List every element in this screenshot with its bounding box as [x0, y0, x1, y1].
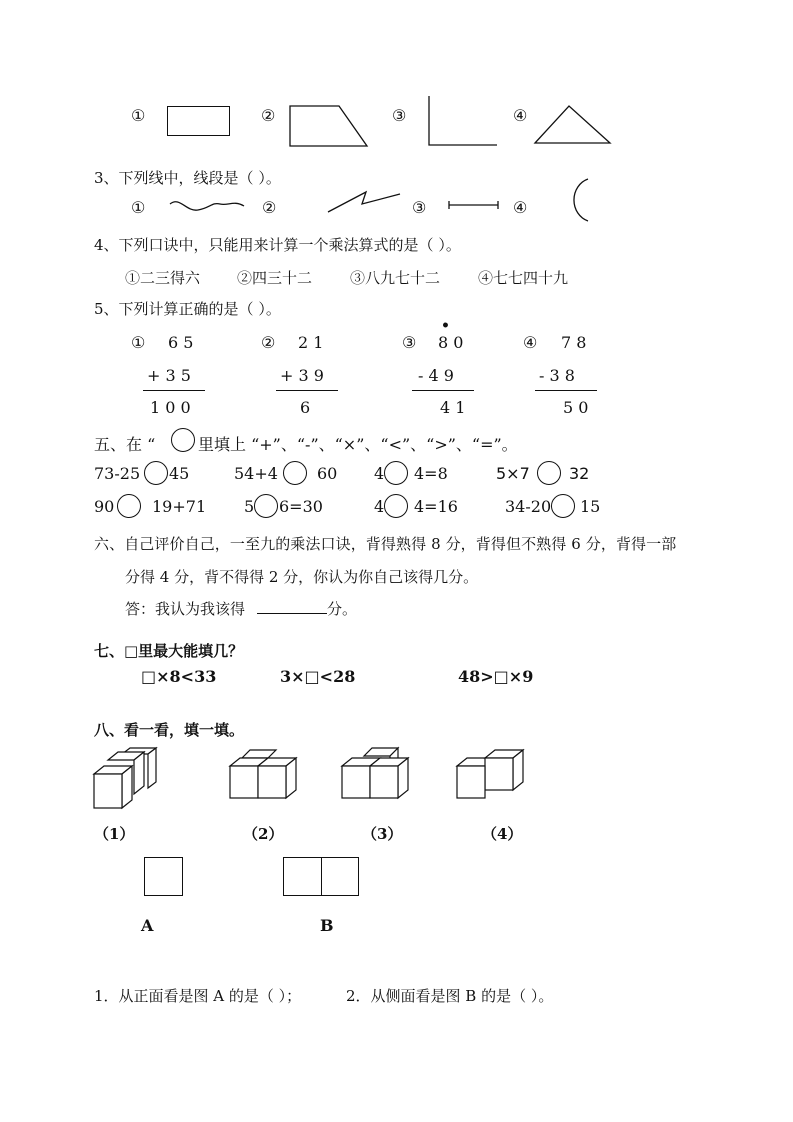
q5-rule-2: [276, 390, 338, 391]
view-label-b: B: [320, 916, 334, 935]
section5-title-pre: 五、在 “: [94, 435, 156, 454]
q5-operand-1: + 3 5: [147, 366, 191, 385]
q3-question: 3、下列线中，线段是（ ）。: [94, 169, 281, 187]
trapezoid-icon: [289, 104, 369, 148]
figure-label-3: （3）: [362, 825, 403, 843]
q5-rule-3: [412, 390, 474, 391]
answer-circle[interactable]: [254, 494, 278, 518]
borrow-dot-icon: •: [441, 318, 450, 334]
s5-r1-b1: 54+4: [234, 464, 278, 483]
s5-r2-a1: 90: [94, 497, 115, 516]
s5-r1-d1: 5×7: [496, 464, 530, 483]
cube-stack-figure-1: [92, 746, 158, 812]
q4-option-3: ③八九七十二: [350, 269, 441, 287]
figure-label-2: （2）: [243, 825, 284, 843]
answer-circle[interactable]: [384, 461, 408, 485]
figure-label-1: （1）: [94, 825, 135, 843]
s5-r2-b1: 5: [244, 497, 255, 516]
q4-question: 4、下列口诀中，只能用来计算一个乘法算式的是（ ）。: [94, 236, 461, 254]
line-segment-icon: [447, 198, 501, 212]
section7-item-3: 48>□×9: [458, 667, 534, 686]
q3-label-3: ③: [412, 198, 427, 217]
q5-top-1: 6 5: [168, 333, 194, 352]
q4-option-1: ①二三得六: [125, 269, 201, 287]
view-b-divider: [321, 857, 322, 896]
section6-answer-post: 分。: [327, 600, 358, 618]
cube-stack-figure-2: [228, 746, 304, 804]
answer-circle: [171, 428, 195, 452]
s5-r1-a1: 73-25: [94, 464, 141, 483]
q3-label-1: ①: [131, 198, 146, 217]
s5-r2-a2: 19+71: [152, 497, 207, 516]
q5-question: 5、下列计算正确的是（ ）。: [94, 300, 281, 318]
q5-top-2: 2 1: [298, 333, 324, 352]
s5-r1-a2: 45: [169, 464, 190, 483]
s5-r1-c1: 4: [374, 464, 385, 483]
view-a-square: [144, 857, 183, 896]
cube-stack-figure-4: [455, 746, 535, 804]
q2-label-2: ②: [261, 106, 276, 125]
q5-rule-1: [143, 390, 205, 391]
q5-result-4: 5 0: [563, 398, 589, 417]
triangle-icon: [533, 104, 613, 146]
figure-label-4: （4）: [482, 825, 523, 843]
s5-r1-d2: 32: [569, 464, 590, 483]
section5-title-post: 里填上 “+”、“-”、“×”、“<”、“>”、“=”。: [198, 435, 518, 454]
s5-r1-b2: 60: [317, 464, 338, 483]
answer-circle[interactable]: [117, 494, 141, 518]
q5-label-2: ②: [261, 333, 276, 352]
s5-r1-c2: 4=8: [414, 464, 448, 483]
section8-q1: 1．从正面看是图 A 的是（ ）；: [94, 987, 302, 1005]
cube-stack-figure-3: [340, 746, 416, 804]
section6-line1: 六、自己评价自己，一至九的乘法口诀，背得熟得 8 分，背得但不熟得 6 分，背得一部: [94, 535, 677, 553]
s5-r2-c2: 4=16: [414, 497, 458, 516]
broken-line-icon: [326, 190, 402, 216]
answer-circle[interactable]: [384, 494, 408, 518]
section8-title: 八、看一看，填一填。: [94, 721, 245, 739]
rectangle-icon: [167, 106, 230, 136]
section7-item-2: 3×□<28: [280, 667, 356, 686]
q5-label-4: ④: [523, 333, 538, 352]
answer-circle[interactable]: [144, 461, 168, 485]
s5-r2-b2: 6=30: [279, 497, 323, 516]
q3-label-4: ④: [513, 198, 528, 217]
q5-operand-3: - 4 9: [418, 366, 454, 385]
section7-title: 七、□里最大能填几？: [94, 642, 244, 660]
q5-result-3: 4 1: [440, 398, 466, 417]
s5-r2-c1: 4: [374, 497, 385, 516]
answer-blank[interactable]: [257, 613, 327, 614]
s5-r2-d1: 34-20: [505, 497, 552, 516]
q5-top-4: 7 8: [561, 333, 587, 352]
answer-circle[interactable]: [283, 461, 307, 485]
q5-operand-4: - 3 8: [539, 366, 575, 385]
q2-label-4: ④: [513, 106, 528, 125]
right-angle-icon: [427, 96, 499, 148]
q5-result-2: 6: [300, 398, 311, 417]
section6-answer-pre: 答：我认为我该得: [125, 600, 246, 618]
section6-line2: 分得 4 分，背不得得 2 分，你认为你自己该得几分。: [125, 568, 479, 586]
q5-rule-4: [535, 390, 597, 391]
answer-circle[interactable]: [537, 461, 561, 485]
q2-label-3: ③: [392, 106, 407, 125]
answer-circle[interactable]: [551, 494, 575, 518]
q4-option-4: ④七七四十九: [478, 269, 569, 287]
q5-top-3: 8 0: [438, 333, 464, 352]
q5-result-1: 1 0 0: [150, 398, 191, 417]
q3-label-2: ②: [262, 198, 277, 217]
s5-r2-d2: 15: [580, 497, 601, 516]
section8-q2: 2．从侧面看是图 B 的是（ ）。: [346, 987, 554, 1005]
section7-item-1: □×8<33: [141, 667, 217, 686]
q2-label-1: ①: [131, 106, 146, 125]
q5-operand-2: + 3 9: [280, 366, 324, 385]
q4-option-2: ②四三十二: [237, 269, 313, 287]
arc-icon: [566, 177, 590, 225]
view-label-a: A: [141, 916, 154, 935]
curved-line-icon: [168, 196, 246, 220]
q5-label-3: ③: [402, 333, 417, 352]
q5-label-1: ①: [131, 333, 146, 352]
